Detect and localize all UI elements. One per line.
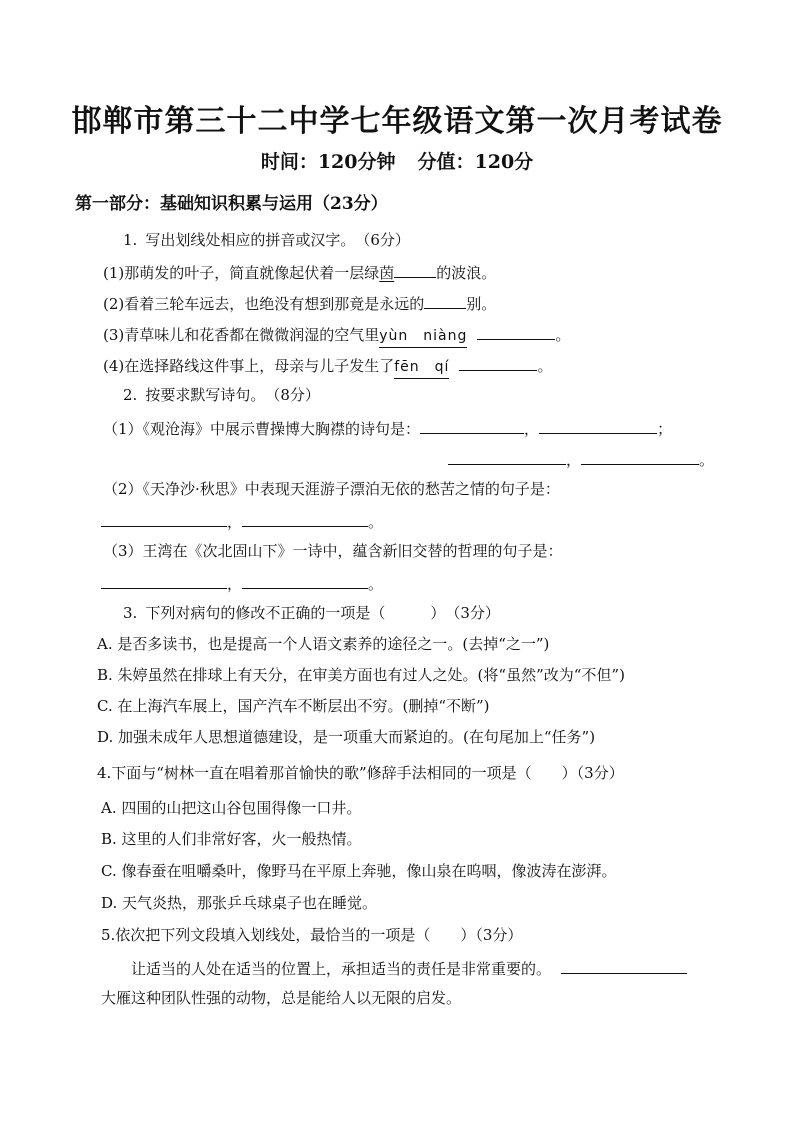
q1-prompt-text: 写出划线处相应的拼音或汉字。 （6分） — [145, 231, 410, 249]
q3-option-d: D. 加强未成年人思想道德建设，是一项重大而紧迫的。(在句尾加上“任务”) — [97, 728, 596, 746]
q2-part-2-blank-1[interactable] — [101, 510, 227, 527]
q1-item-2-text: (2)看着三轮车远去，也绝没有想到那竟是永远的 — [103, 295, 425, 313]
exam-time: 时间：120分钟 — [260, 151, 396, 173]
comma: ， — [227, 513, 243, 531]
q2-part-2-blank-2[interactable] — [242, 510, 368, 527]
q2-part-2-answer — [101, 510, 383, 532]
comma: ， — [227, 575, 243, 593]
q1-item-1-text: (1)那萌发的叶子，简直就像起伏着一层绿茵 — [103, 264, 395, 282]
q3-number: 3. — [123, 604, 138, 622]
q5-paragraph-2: 大雁这种团队性强的动物，总是能给人以无限的启发。 — [101, 989, 462, 1007]
q2-part-1 — [103, 417, 672, 439]
q1-item-3-text: (3)青草味儿和花香都在微微润湿的空气里 — [103, 326, 380, 344]
comma: ， — [524, 420, 540, 438]
q1-item-4-blank[interactable] — [459, 354, 537, 371]
q5-blank[interactable] — [561, 957, 687, 974]
period: 。 — [699, 451, 715, 469]
q1-item-3-pinyin: yùn niàng — [379, 326, 467, 348]
q4-option-b: B. 这里的人们非常好客，火一般热情。 — [101, 830, 362, 848]
q1-item-2 — [103, 292, 496, 314]
exam-title: 邯郸市第三十二中学七年级语文第一次月考试卷 — [71, 104, 723, 139]
exam-score: 分值：120分 — [417, 151, 534, 173]
q1-item-1-key-char: 茵 — [379, 264, 395, 282]
q1-number: 1. — [123, 231, 138, 249]
q2-part-1-blank-1[interactable] — [420, 417, 524, 434]
q2-number: 2. — [123, 386, 138, 404]
q1-item-1-post: 的波浪。 — [436, 264, 497, 282]
q4-option-c: C. 像春蚕在咀嚼桑叶，像野马在平原上奔驰，像山泉在呜咽，像波涛在澎湃。 — [101, 862, 617, 880]
q1-item-2-post: 别。 — [466, 295, 497, 313]
q1-item-1 — [103, 261, 496, 283]
q3-option-c: C. 在上海汽车展上，国产汽车不断层出不穷。(删掉“不断”) — [97, 697, 490, 715]
q2-part-3: （3）王湾在《次北固山下》一诗中，蕴含新旧交替的哲理的句子是： — [103, 542, 563, 560]
q1-item-4-text: (4)在选择路线这件事上，母亲与儿子发生了 — [103, 357, 395, 375]
q2-part-1-text: （1）《观沧海》中展示曹操博大胸襟的诗句是： — [103, 420, 421, 438]
q2-prompt — [123, 385, 320, 405]
comma: ， — [566, 451, 582, 469]
q1-item-4-post: 。 — [537, 357, 553, 375]
period: 。 — [368, 513, 384, 531]
q2-part-1-blank-4[interactable] — [581, 448, 699, 465]
q2-part-1-blank-2[interactable] — [539, 417, 657, 434]
q1-item-4-pinyin: fēn qí — [394, 357, 449, 379]
q4-option-a: A. 四围的山把这山谷包围得像一口井。 — [101, 799, 362, 817]
q2-part-3-blank-1[interactable] — [101, 572, 227, 589]
period: 。 — [368, 575, 384, 593]
q1-item-1-blank[interactable] — [394, 261, 436, 278]
q3-prompt — [123, 603, 500, 623]
section-heading: 第一部分：基础知识积累与运用（23分） — [75, 194, 388, 214]
q2-part-3-blank-2[interactable] — [242, 572, 368, 589]
q3-prompt-text: 下列对病句的修改不正确的一项是（ ） （3分） — [145, 604, 500, 622]
q1-item-3-blank[interactable] — [477, 323, 555, 340]
q5-prompt: 5.依次把下列文段填入划线处，最恰当的一项是（ ）（3分） — [101, 926, 523, 944]
q5-paragraph-1 — [131, 957, 687, 979]
q2-part-1-blank-3[interactable] — [448, 448, 566, 465]
q1-item-3-post: 。 — [555, 326, 571, 344]
q2-part-1-line-2 — [448, 448, 714, 470]
q2-part-3-answer — [101, 572, 383, 594]
q1-item-2-blank[interactable] — [424, 292, 466, 309]
q1-item-4 — [103, 354, 552, 379]
semicolon: ； — [657, 420, 673, 438]
q3-option-a: A. 是否多读书，也是提高一个人语文素养的途径之一。(去掉“之一”) — [97, 635, 550, 653]
q2-part-2: （2）《天净沙·秋思》中表现天涯游子漂泊无依的愁苦之情的句子是： — [103, 480, 560, 498]
q4-prompt: 4.下面与“树林一直在唱着那首愉快的歌”修辞手法相同的一项是（ ）（3分） — [97, 764, 624, 782]
q1-item-3 — [103, 323, 570, 348]
exam-subtitle — [0, 147, 794, 174]
q5-paragraph-1-text: 让适当的人处在适当的位置上，承担适当的责任是非常重要的。 — [131, 960, 552, 978]
q2-prompt-text: 按要求默写诗句。 （8分） — [145, 386, 320, 404]
q4-option-d: D. 天气炎热，那张乒乓球桌子也在睡觉。 — [101, 894, 378, 912]
q1-prompt — [123, 230, 410, 250]
q3-option-b: B. 朱婷虽然在排球上有天分，在审美方面也有过人之处。(将“虽然”改为“不但”) — [97, 666, 625, 684]
